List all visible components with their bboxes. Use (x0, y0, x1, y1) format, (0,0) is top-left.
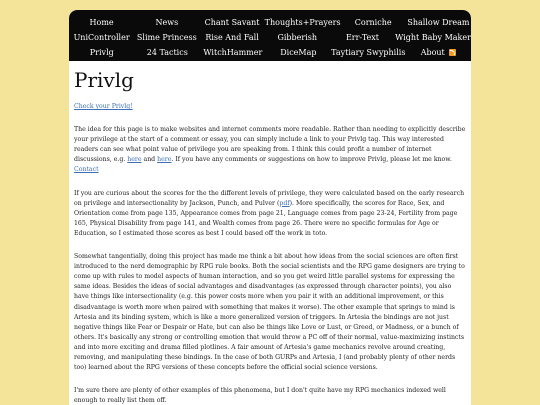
nav-item-24-tactics[interactable]: 24 Tactics (146, 48, 188, 57)
nav-item-privlg[interactable]: Privlg (89, 48, 114, 57)
nav-item-slime-princess[interactable]: Slime Princess (136, 33, 197, 42)
check-privlg-link[interactable]: Check your Privlg! (74, 103, 133, 110)
nav-row-1 (69, 15, 471, 30)
nav-row-2 (69, 30, 471, 45)
nav-item-taytiary-swyphilis[interactable]: Taytiary Swyphilis (331, 48, 406, 57)
nav-item-witchhammer[interactable]: WitchHammer (203, 48, 263, 57)
example-link-1[interactable]: here (127, 156, 142, 164)
nav-item-home[interactable]: Home (89, 18, 114, 27)
pdf-link[interactable]: pdf (279, 199, 290, 207)
main-content (69, 61, 471, 405)
top-navigation (69, 10, 471, 61)
intro-and: and (143, 156, 156, 164)
page-container (69, 10, 471, 405)
nav-item-unicontroller[interactable]: UniController (73, 33, 130, 42)
nav-row-3 (69, 45, 471, 60)
nav-item-about-label[interactable]: About (420, 48, 445, 57)
intro-text: The idea for this page is to make websites and internet comments more readable. Rather than needing to explicitly describe your privilege at the start of a comment or essay, you can simply include a link to your Privlg tag. This way interested readers can see what point value of privilege you are speaking from. I think this could profit a number of internet discussions, e.g. (74, 126, 466, 164)
closing-paragraph: I'm sure there are plenty of other examples of this phenomena, but I don't quite have my RPG mechanics indexed well enough to really list them off. (74, 387, 446, 405)
intro-tail: . If you have any comments or suggestions on how to improve Privlg, please let me know. (171, 156, 452, 164)
scores-paragraph (74, 189, 466, 239)
nav-item-thoughts-prayers[interactable]: Thoughts+Prayers (264, 18, 341, 27)
scores-text-b: ). More specifically, the scores for Race, Sex, and Orientation come from page 135, Appearance comes from page 21, Language comes from page 23-24, Fertility from page 165, Physical Disability from page 141, and Wealth comes from page 26. There were no specific formulas for Age or Education, so I estimated those scores as best I could based off the work in toto. (74, 199, 458, 237)
nav-item-gibberish[interactable]: Gibberish (277, 33, 318, 42)
rpg-paragraph: Somewhat tangentially, doing this project has made me think a bit about how ideas from the social sciences are often first introduced to the nerd demographic by RPG rule books. Both the social scientists and the RPG game designers are trying to come up with rules to model aspects of human interaction, and so you get weird little parallel systems for expressing the same ideas. Besides the ideas of social advantages and disadvantages (as expressed through character points), you also have things like intersectionality (e.g. this power costs more when you pair it with an additional improvement, or this disadvantage is worth more when paired with something that makes it worse). The other example that springs to mind is Artesia and its binding system, which is like a more generalized version of triggers. In Artesia the bindings are not just negative things like Fear or Despair or Hate, but can also be things like Love or Lust, or Greed, or Madness, or a bunch of others. It's basically any strong or controlling emotion that would throw a PC off of their normal, value-maximizing instincts and into more exciting and drama filled plotlines. A fair amount of Artesia's game mechanics revolve around creating, removing, and manipulating these bindings. In the case of both GURPs and Artesia, I (and probably plenty of other nerds too) learned about the RPG versions of these concepts before the official social science versions. (74, 253, 465, 372)
contact-link[interactable]: Contact (74, 166, 99, 174)
nav-item-news[interactable]: News (155, 18, 179, 27)
scores-text-a: If you are curious about the scores for the the different levels of privilege, they were calculated based on the early research on privilege and intersectionality by Jackson, Punch, and Pulver ( (74, 189, 465, 207)
rss-icon[interactable] (449, 49, 456, 56)
nav-item-wight-baby-maker[interactable]: Wight Baby Maker (395, 33, 471, 42)
nav-item-err-text[interactable]: Err-Text (345, 33, 380, 42)
nav-item-chant-savant[interactable]: Chant Savant (204, 18, 260, 27)
example-link-2[interactable]: here (157, 156, 172, 164)
nav-item-about[interactable] (405, 45, 471, 60)
nav-item-shallow-dream[interactable]: Shallow Dream (407, 18, 470, 27)
nav-item-dicemap[interactable]: DiceMap (280, 48, 317, 57)
intro-paragraph (74, 125, 466, 175)
page-title: Privlg (74, 68, 134, 92)
nav-item-corniche[interactable]: Corniche (354, 18, 392, 27)
nav-item-rise-and-fall[interactable]: Rise And Fall (205, 33, 259, 42)
